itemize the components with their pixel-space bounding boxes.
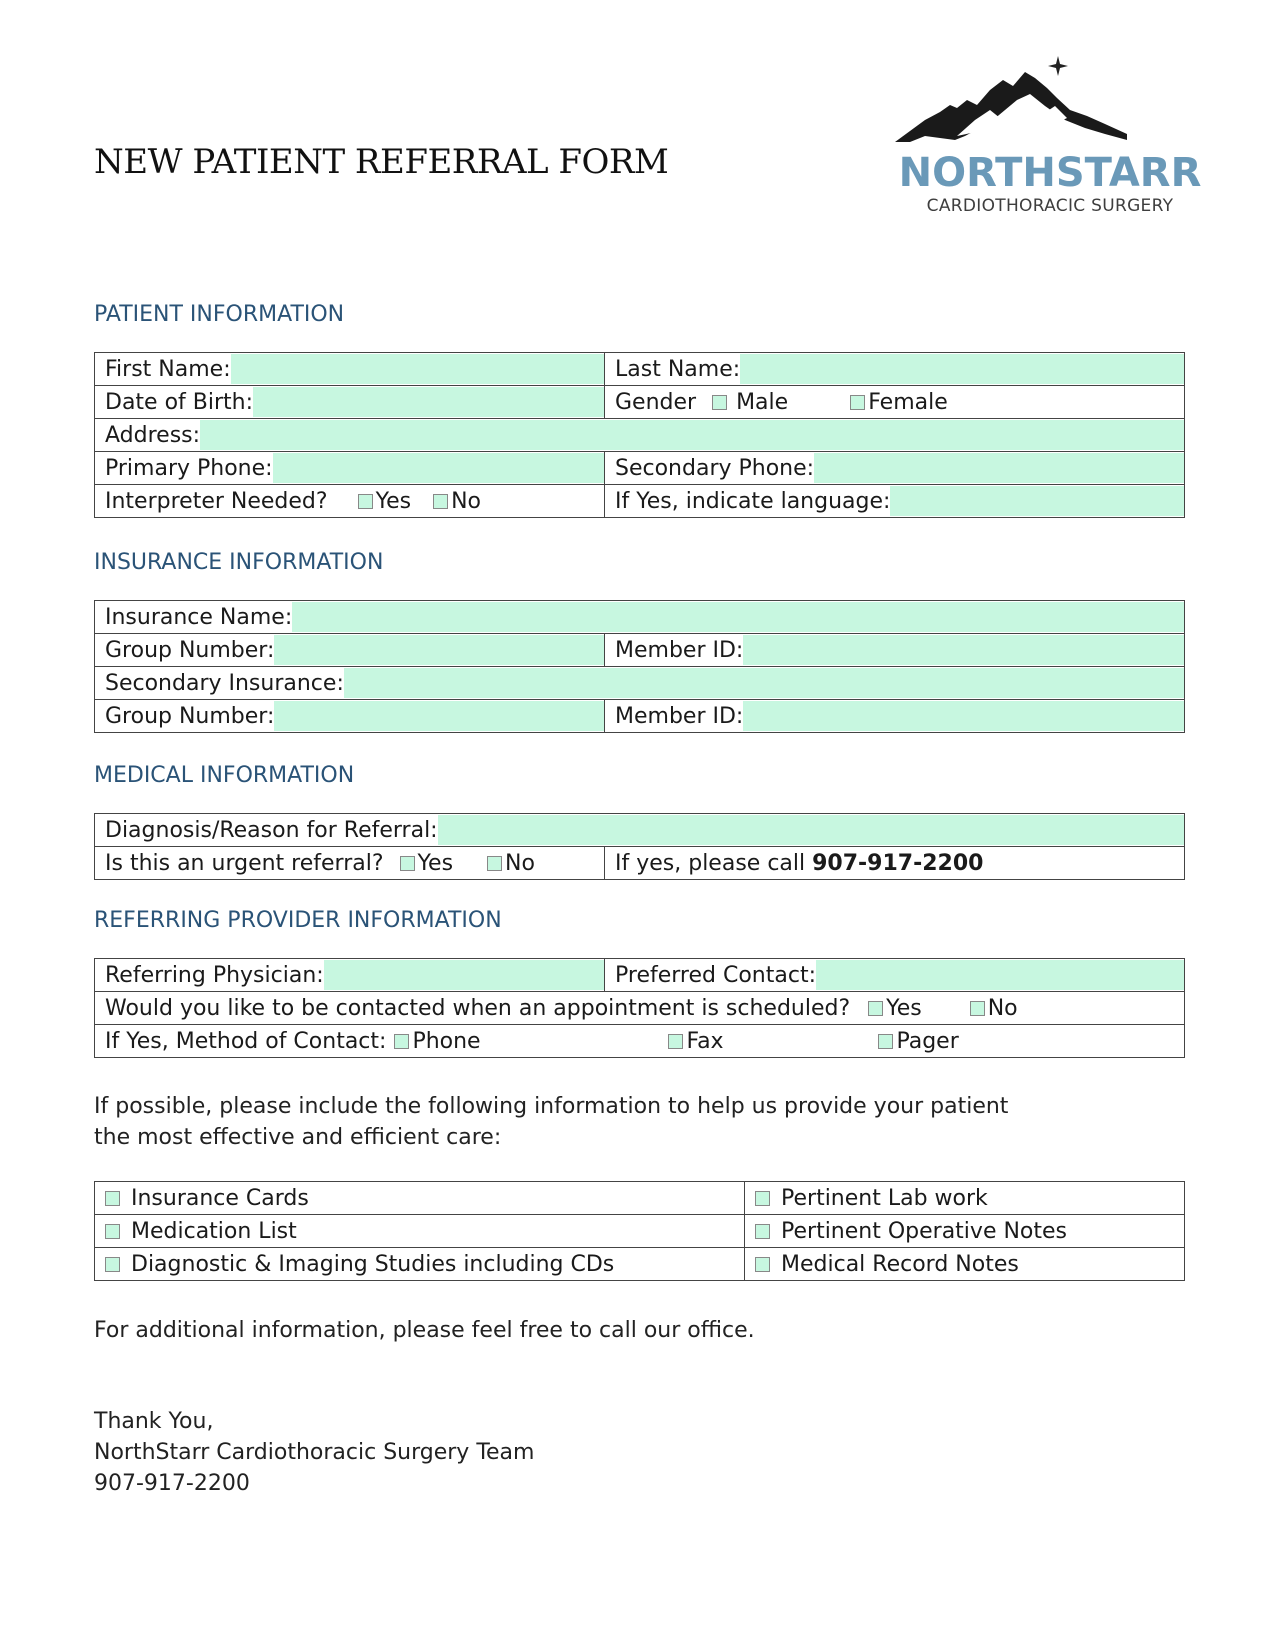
physician-label: Referring Physician: (105, 962, 324, 988)
team-name: NorthStarr Cardiothoracic Surgery Team (94, 1440, 535, 1465)
insurance-info-table (94, 600, 1185, 733)
table-row (95, 634, 1185, 667)
group-number-field[interactable] (274, 635, 604, 665)
medical-info-heading: MEDICAL INFORMATION (94, 763, 355, 788)
member-id-2-field[interactable] (743, 701, 1184, 731)
pager-label: Pager (896, 1028, 959, 1054)
interpreter-yes-label: Yes (375, 488, 412, 514)
group-number-label: Group Number: (105, 637, 275, 663)
checklist-item: Pertinent Lab work (781, 1185, 988, 1211)
urgent-yes-checkbox[interactable] (400, 856, 415, 871)
logo-wordmark: NORTHSTARR (898, 150, 1202, 196)
group-number-2-field[interactable] (274, 701, 604, 731)
medical-record-notes-checkbox[interactable] (755, 1257, 770, 1272)
checklist-item: Pertinent Operative Notes (781, 1218, 1068, 1244)
interpreter-no-checkbox[interactable] (433, 494, 448, 509)
contacted-no-label: No (987, 995, 1018, 1021)
logo-subtitle: CARDIOTHORACIC SURGERY (926, 196, 1174, 216)
contacted-label: Would you like to be contacted when an appointment is scheduled? (105, 995, 851, 1021)
secondary-insurance-label: Secondary Insurance: (105, 670, 344, 696)
preferred-contact-label: Preferred Contact: (615, 962, 816, 988)
table-row (95, 485, 1185, 518)
gender-label: Gender (615, 389, 697, 415)
member-id-label: Member ID: (615, 637, 744, 663)
female-label: Female (868, 389, 948, 415)
diagnosis-field[interactable] (438, 815, 1184, 845)
table-row (95, 353, 1185, 386)
secondary-insurance-field[interactable] (344, 668, 1184, 698)
table-row (95, 419, 1185, 452)
table-row (95, 700, 1185, 733)
method-label: If Yes, Method of Contact: (105, 1028, 387, 1054)
interpreter-no-label: No (451, 488, 482, 514)
table-row (95, 959, 1185, 992)
checklist-item: Insurance Cards (131, 1185, 309, 1211)
last-name-field[interactable] (740, 354, 1184, 384)
call-prefix: If yes, please call (615, 850, 813, 876)
urgent-no-label: No (505, 850, 535, 876)
include-intro (94, 1091, 1008, 1153)
primary-phone-field[interactable] (273, 453, 604, 483)
insurance-name-label: Insurance Name: (105, 604, 293, 630)
first-name-label: First Name: (105, 356, 231, 382)
fax-label: Fax (686, 1028, 724, 1054)
lab-work-checkbox[interactable] (755, 1191, 770, 1206)
patient-info-table (94, 352, 1185, 518)
phone-checkbox[interactable] (394, 1034, 409, 1049)
additional-info-text: For additional information, please feel free to call our office. (94, 1318, 755, 1343)
dob-field[interactable] (253, 387, 604, 417)
member-id-field[interactable] (743, 635, 1184, 665)
checklist-item: Medical Record Notes (781, 1251, 1019, 1277)
table-row (95, 667, 1185, 700)
interpreter-label: Interpreter Needed? (105, 488, 328, 514)
provider-info-heading: REFERRING PROVIDER INFORMATION (94, 908, 502, 933)
language-field[interactable] (890, 486, 1184, 516)
primary-phone-label: Primary Phone: (105, 455, 273, 481)
male-checkbox[interactable] (712, 395, 727, 410)
include-intro-line1: If possible, please include the following information to help us provide your patient (94, 1094, 1009, 1119)
urgent-label: Is this an urgent referral? (105, 850, 384, 876)
operative-notes-checkbox[interactable] (755, 1224, 770, 1239)
address-field[interactable] (200, 420, 1184, 450)
preferred-contact-field[interactable] (816, 960, 1184, 990)
table-row (95, 1248, 1185, 1281)
checklist-item: Medication List (131, 1218, 297, 1244)
member-id-2-label: Member ID: (615, 703, 744, 729)
contacted-no-checkbox[interactable] (970, 1001, 985, 1016)
table-row (95, 452, 1185, 485)
group-number-2-label: Group Number: (105, 703, 275, 729)
office-phone: 907-917-2200 (94, 1471, 250, 1496)
pager-checkbox[interactable] (878, 1034, 893, 1049)
urgent-yes-label: Yes (417, 850, 454, 876)
diagnosis-label: Diagnosis/Reason for Referral: (105, 817, 438, 843)
male-label: Male (736, 389, 789, 415)
contacted-yes-label: Yes (886, 995, 922, 1021)
secondary-phone-field[interactable] (814, 453, 1184, 483)
thank-you-text: Thank You, (94, 1409, 214, 1434)
medication-list-checkbox[interactable] (105, 1224, 120, 1239)
table-row (95, 1182, 1185, 1215)
phone-label: Phone (412, 1028, 481, 1054)
insurance-info-heading: INSURANCE INFORMATION (94, 550, 384, 575)
female-checkbox[interactable] (850, 395, 865, 410)
medical-info-table (94, 813, 1185, 880)
secondary-phone-label: Secondary Phone: (615, 455, 815, 481)
dob-label: Date of Birth: (105, 389, 254, 415)
form-title: NEW PATIENT REFERRAL FORM (94, 142, 669, 182)
table-row (95, 1215, 1185, 1248)
table-row (95, 814, 1185, 847)
fax-checkbox[interactable] (668, 1034, 683, 1049)
address-label: Address: (105, 422, 201, 448)
last-name-label: Last Name: (615, 356, 741, 382)
checklist-item: Diagnostic & Imaging Studies including CDs (131, 1251, 615, 1277)
language-label: If Yes, indicate language: (615, 488, 891, 514)
signature-block (94, 1406, 534, 1499)
include-checklist-table (94, 1181, 1185, 1281)
patient-info-heading: PATIENT INFORMATION (94, 302, 345, 327)
table-row (95, 386, 1185, 419)
table-row (95, 992, 1185, 1025)
urgent-no-checkbox[interactable] (487, 856, 502, 871)
table-row (95, 1025, 1185, 1058)
mountain-star-icon (895, 50, 1205, 150)
first-name-field[interactable] (231, 354, 604, 384)
urgent-phone-number: 907-917-2200 (812, 850, 984, 876)
northstarr-logo (895, 50, 1205, 220)
physician-field[interactable] (324, 960, 604, 990)
include-intro-line2: the most effective and efficient care: (94, 1125, 502, 1150)
table-row (95, 601, 1185, 634)
contacted-yes-checkbox[interactable] (868, 1001, 883, 1016)
insurance-name-field[interactable] (292, 602, 1184, 632)
insurance-cards-checkbox[interactable] (105, 1191, 120, 1206)
imaging-studies-checkbox[interactable] (105, 1257, 120, 1272)
interpreter-yes-checkbox[interactable] (358, 494, 373, 509)
table-row (95, 847, 1185, 880)
provider-info-table (94, 958, 1185, 1058)
